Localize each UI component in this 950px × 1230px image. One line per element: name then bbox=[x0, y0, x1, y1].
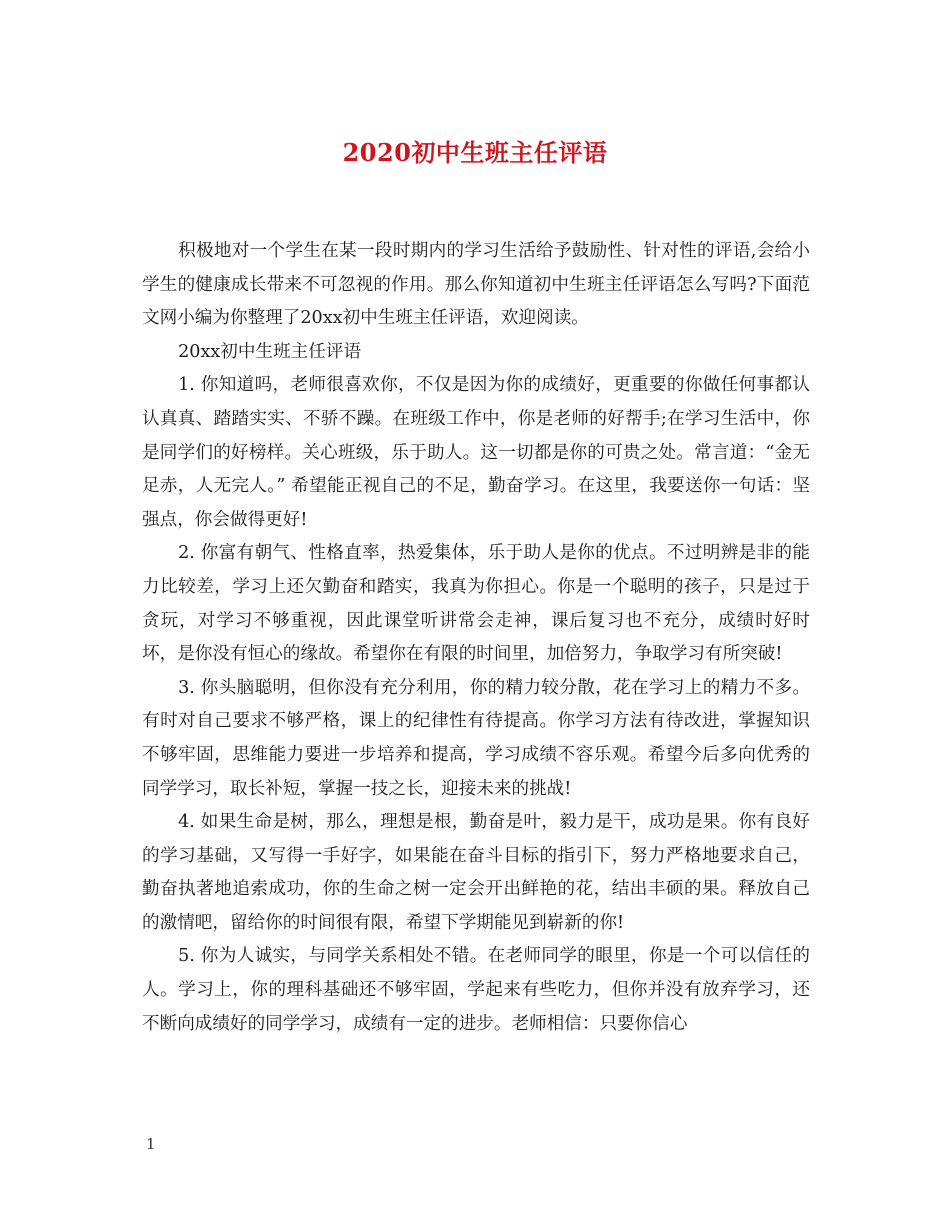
paragraph-item-3: 3. 你头脑聪明，但你没有充分利用，你的精力较分散，花在学习上的精力不多。有时对自己要求不够严格，课上的纪律性有待提高。你学习方法有待改进，掌握知识不够牢固，思维能力要进一步培养和提高，学习成绩不容乐观。希望今后多向优秀的同学学习，取长补短，掌握一技之长，迎接未来的挑战! bbox=[142, 677, 810, 799]
document-body bbox=[142, 235, 810, 1041]
page-number: 1 bbox=[146, 1135, 156, 1153]
paragraph-heading: 20xx初中生班主任评语 bbox=[178, 341, 362, 362]
paragraph-item-5: 5. 你为人诚实，与同学关系相处不错。在老师同学的眼里，你是一个可以信任的人。学习上，你的理科基础还不够牢固，学起来有些吃力，但你并没有放弃学习，还不断向成绩好的同学学习，成绩有一定的进步。老师相信：只要你信心 bbox=[142, 946, 810, 1034]
paragraph-item-4: 4. 如果生命是树，那么，理想是根，勤奋是叶，毅力是干，成功是果。你有良好的学习基础，又写得一手好字，如果能在奋斗目标的指引下，努力严格地要求自己，勤奋执著地追索成功，你的生命之树一定会开出鲜艳的花，结出丰硕的果。释放自己的激情吧，留给你的时间很有限，希望下学期能见到崭新的你! bbox=[142, 812, 810, 933]
paragraph-intro: 积极地对一个学生在某一段时期内的学习生活给予鼓励性、针对性的评语,会给小学生的健康成长带来不可忽视的作用。那么你知道初中生班主任评语怎么写吗?下面范文网小编为你整理了20xx初中生班主任评语，欢迎阅读。 bbox=[142, 241, 810, 329]
document-title: 2020初中生班主任评语 bbox=[342, 138, 608, 167]
paragraph-item-1: 1. 你知道吗，老师很喜欢你，不仅是因为你的成绩好，更重要的你做任何事都认认真真、踏踏实实、不骄不躁。在班级工作中，你是老师的好帮手;在学习生活中，你是同学们的好榜样。关心班级，乐于助人。这一切都是你的可贵之处。常言道：“金无足赤，人无完人。” 希望能正视自己的不足，勤奋学习。在这里，我要送你一句话：坚强点，你会做得更好! bbox=[142, 375, 810, 530]
paragraph-item-2: 2. 你富有朝气、性格直率，热爱集体，乐于助人是你的优点。不过明辨是非的能力比较差，学习上还欠勤奋和踏实，我真为你担心。你是一个聪明的孩子，只是过于贪玩，对学习不够重视，因此课堂听讲常会走神，课后复习也不充分，成绩时好时坏，是你没有恒心的缘故。希望你在有限的时间里，加倍努力，争取学习有所突破! bbox=[142, 543, 810, 665]
